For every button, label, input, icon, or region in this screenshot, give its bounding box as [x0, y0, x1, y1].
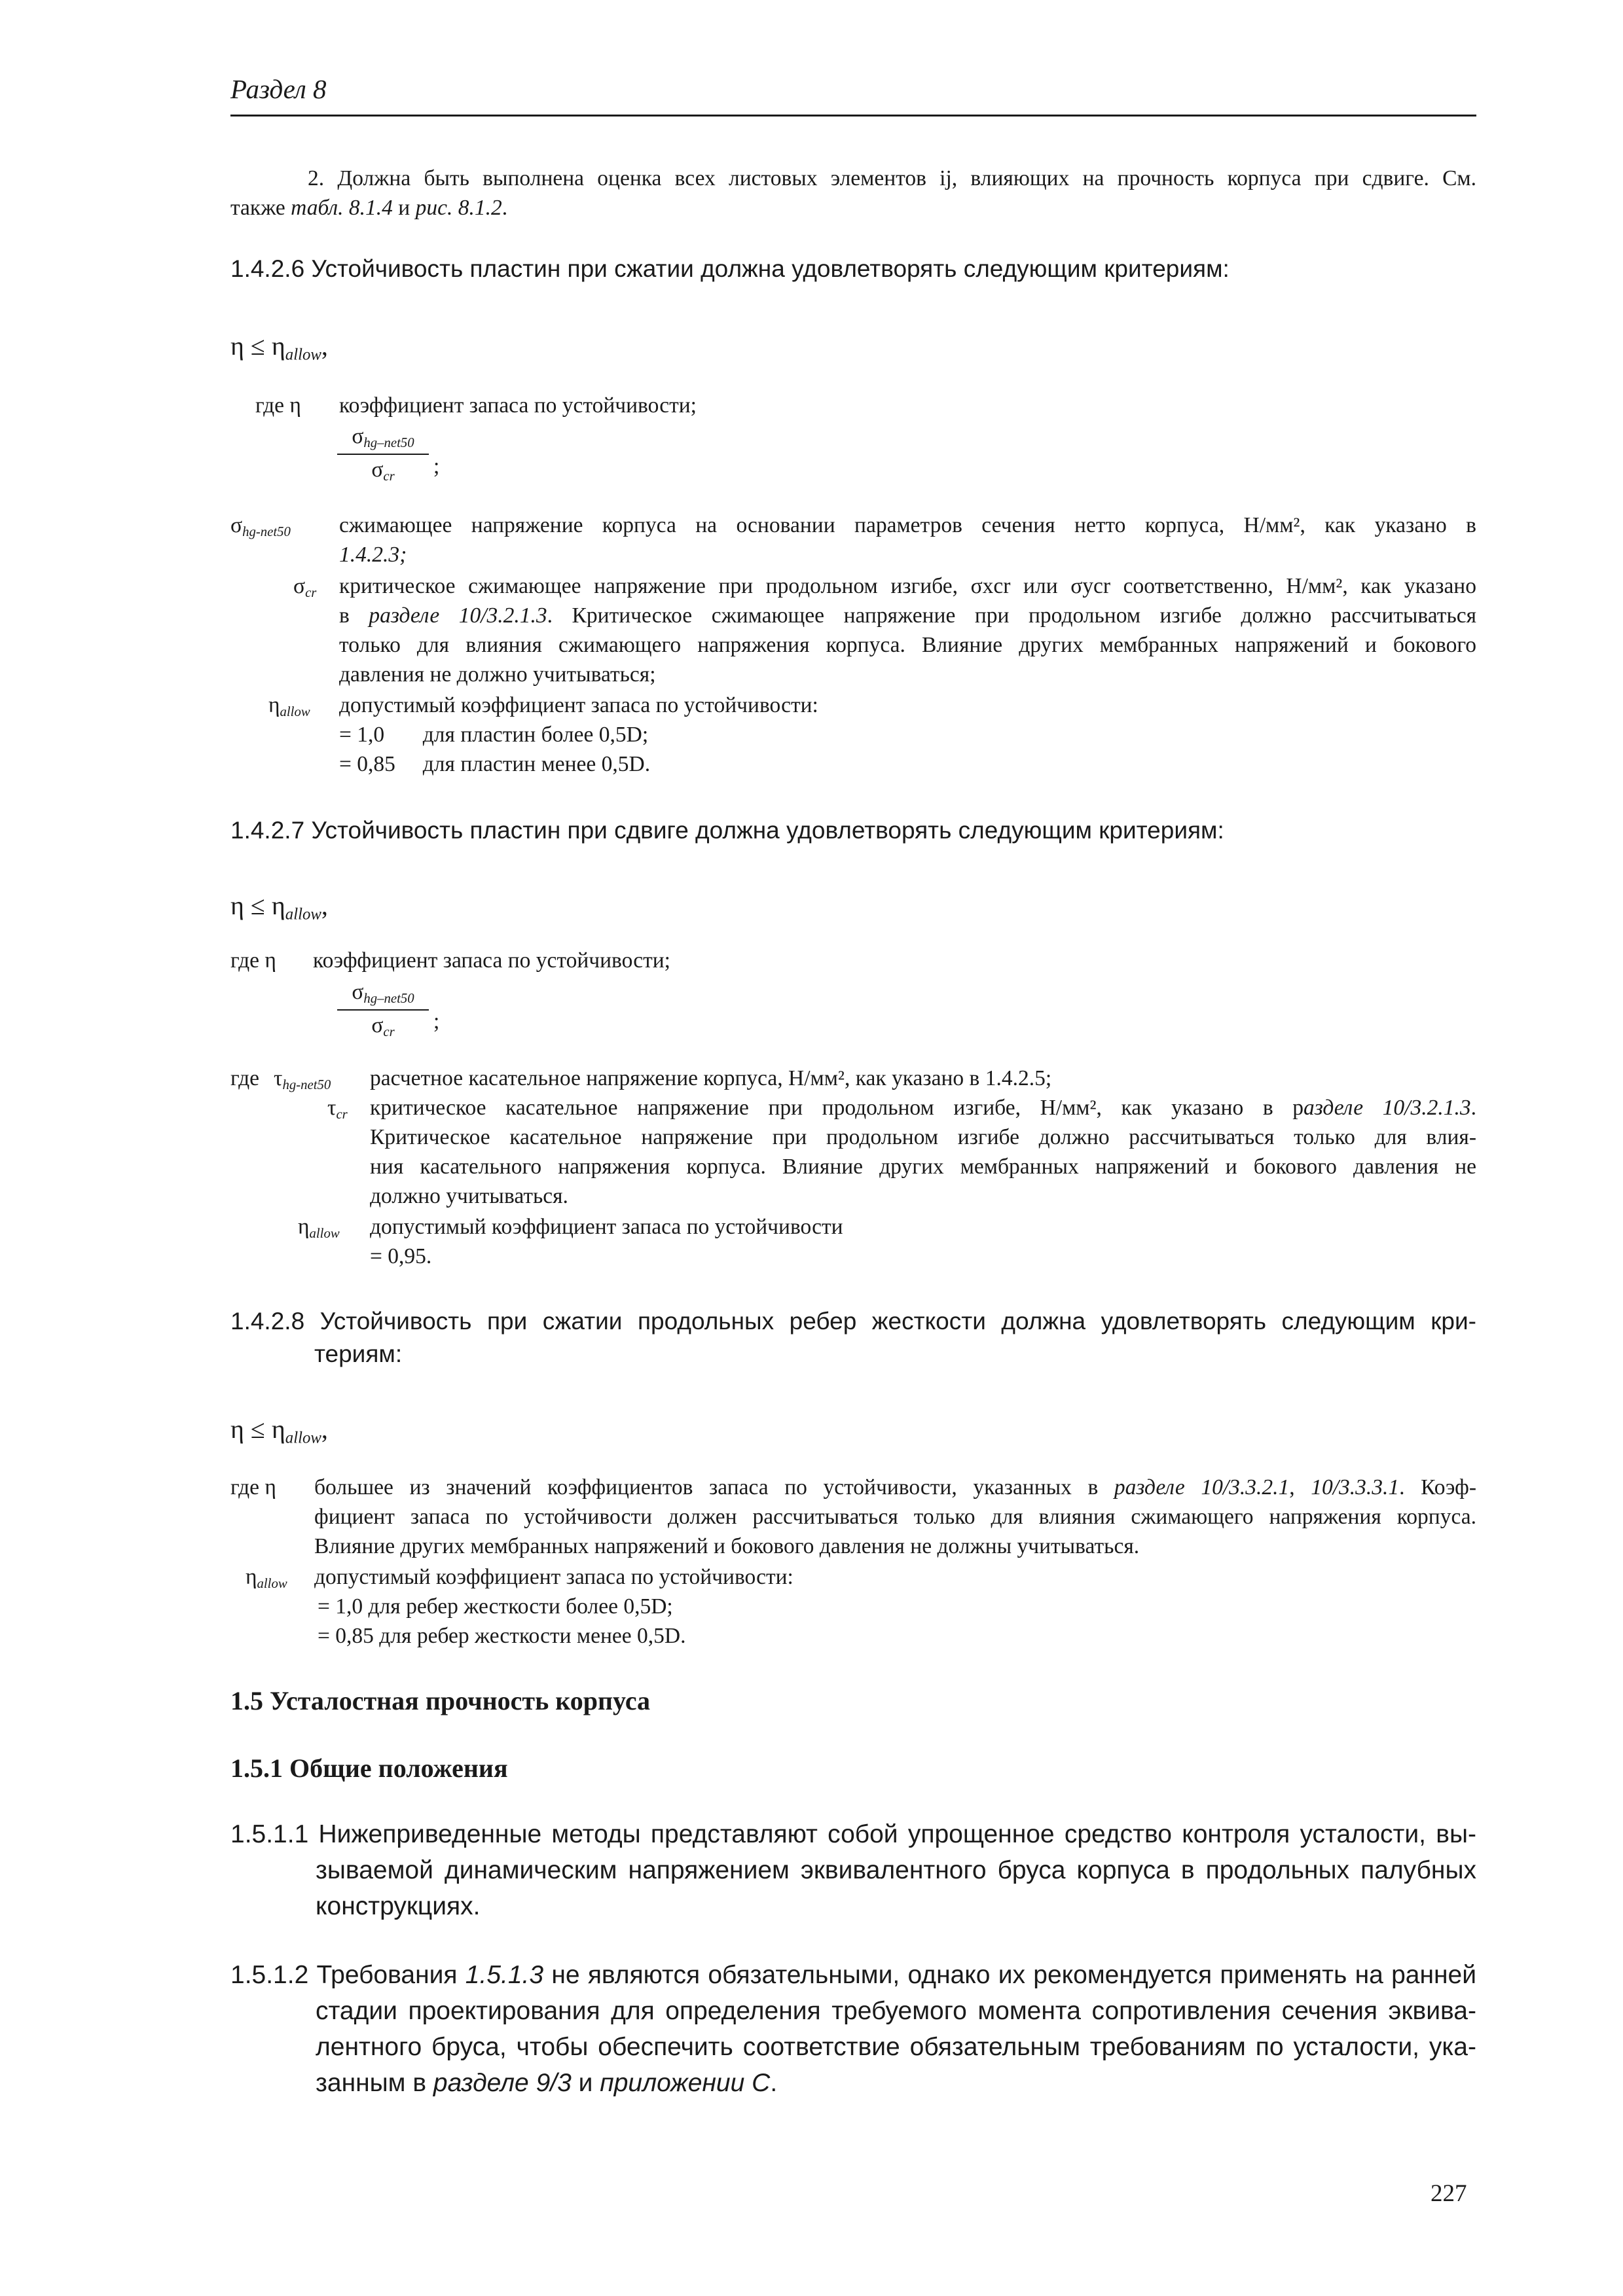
page-number: 227 [1431, 2180, 1467, 2207]
desc-tau-cr-4: должно учитываться. [370, 1184, 568, 1208]
symbol-eta-allow-1428: $\eta_{allow}$ [246, 1565, 287, 1592]
where-eta-1428: где η [230, 1475, 276, 1499]
para-1512-line-1: 1.5.1.2 Требования 1.5.1.3 не являются обязательными, однако их рекомендуется применять на ранней [230, 1961, 1476, 1989]
para-1512-line-2: стадии проектирования для определения требуемого момента сопротивления сечения эквива- [316, 1997, 1476, 2025]
heading-1428-line-2: териям: [314, 1340, 403, 1367]
heading-1428-line-1: 1.4.2.8 Устойчивость при сжатии продольных ребер жесткости должна удовлетворять следующим кри- [230, 1308, 1476, 1335]
formula-1428: $\eta \le \eta_{allow}$, [230, 1414, 328, 1447]
fraction-1426: $\sigma_{hg-net50}$ $\sigma_{cr}$ [337, 424, 429, 484]
symbol-eta-allow-1426: $\eta_{allow}$ [268, 693, 310, 720]
desc-sigma-cr-4: давления не должно учитываться; [339, 662, 656, 687]
fraction-1427: $\sigma_{hg-net50}$ $\sigma_{cr}$ [337, 980, 429, 1040]
desc-sigma-hg-1: сжимающее напряжение корпуса на основании параметров сечения нетто корпуса, Н/мм², как указано в [339, 513, 1476, 537]
section-header: Раздел 8 [230, 74, 327, 104]
symbol-eta-allow-1427: $\eta_{allow}$ [298, 1215, 340, 1242]
desc-eta-allow-1428-2: = 1,0 для ребер жесткости более 0,5D; [318, 1594, 673, 1619]
desc-eta-allow-1427-1: допустимый коэффициент запаса по устойчивости [370, 1215, 843, 1239]
note-line-1: 2. Должна быть выполнена оценка всех листовых элементов ij, влияющих на прочность корпуса при сдвиге. См. [308, 166, 1476, 190]
desc-tau-hg: расчетное касательное напряжение корпуса, Н/мм², как указано в 1.4.2.5; [370, 1066, 1052, 1090]
symbol-tau-cr: $\tau_{cr}$ [327, 1096, 348, 1122]
where-eta-1427: где η [230, 948, 276, 973]
desc-tau-cr-3: ния касательного напряжения корпуса. Влияние других мембранных напряжений и бокового давления не [370, 1155, 1476, 1179]
note-line-2: также табл. 8.1.4 и рис. 8.1.2. [230, 196, 508, 220]
desc-sigma-hg-2: 1.4.2.3; [339, 543, 407, 567]
formula-1426: $\eta \le \eta_{allow}$, [230, 331, 328, 364]
desc-eta-allow-1426-1: допустимый коэффициент запаса по устойчивости: [339, 693, 818, 717]
desc-eta-allow-1428-1: допустимый коэффициент запаса по устойчивости: [314, 1565, 793, 1589]
where-tau-1427: где [230, 1066, 259, 1090]
para-1511-line-3: конструкциях. [316, 1892, 481, 1920]
desc-eta-allow-1426-2: = 1,0 для пластин более 0,5D; [339, 723, 649, 747]
symbol-sigma-hg: $\sigma_{hg-net50}$ [230, 513, 291, 540]
heading-1427: 1.4.2.7 Устойчивость пластин при сдвиге должна удовлетворять следующим критериям: [230, 817, 1224, 844]
desc-eta-allow-1427-2: = 0,95. [370, 1244, 432, 1268]
para-1512-line-4: занным в разделе 9/3 и приложении С. [316, 2069, 778, 2097]
desc-sigma-cr-2: в разделе 10/3.2.1.3. Критическое сжимающее напряжение при продольном изгибе должно рассчитываться [339, 603, 1476, 628]
desc-sigma-cr-1: критическое сжимающее напряжение при продольном изгибе, σxcr или σycr соответственно, Н/мм², как указано [339, 574, 1476, 598]
header-rule [230, 115, 1476, 117]
desc-eta-allow-1428-3: = 0,85 для ребер жесткости менее 0,5D. [318, 1624, 686, 1648]
para-1511-line-1: 1.5.1.1 Нижеприведенные методы представляют собой упрощенное средство контроля усталости, вы- [230, 1820, 1476, 1848]
formula-1427: $\eta \le \eta_{allow}$, [230, 891, 328, 924]
heading-151: 1.5.1 Общие положения [230, 1753, 508, 1783]
desc-tau-cr-2: Критическое касательное напряжение при продольном изгибе должно рассчитываться только для влия- [370, 1125, 1476, 1149]
heading-15: 1.5 Усталостная прочность корпуса [230, 1686, 651, 1715]
desc-sigma-cr-3: только для влияния сжимающего напряжения корпуса. Влияние других мембранных напряжений и бокового [339, 633, 1476, 657]
desc-eta-1428-3: Влияние других мембранных напряжений и бокового давления не должны учитываться. [314, 1534, 1140, 1558]
where-eta-1426: где η [255, 393, 301, 418]
symbol-sigma-cr: $\sigma_{cr}$ [293, 574, 317, 601]
desc-eta-1428-2: фициент запаса по устойчивости должен рассчитываться только для влияния сжимающего напряжения корпуса. [314, 1505, 1476, 1529]
para-1512-line-3: лентного бруса, чтобы обеспечить соответствие обязательным требованиям по усталости, ука- [316, 2033, 1476, 2061]
para-1511-line-2: зываемой динамическим напряжением эквивалентного бруса корпуса в продольных палубных [316, 1856, 1476, 1884]
desc-eta-1428-1: большее из значений коэффициентов запаса по устойчивости, указанных в разделе 10/3.3.2.1, 10/3.3.3.1. Коэф- [314, 1475, 1476, 1499]
heading-1426: 1.4.2.6 Устойчивость пластин при сжатии должна удовлетворять следующим критериям: [230, 255, 1230, 282]
desc-eta-allow-1426-3: = 0,85 для пластин менее 0,5D. [339, 752, 651, 776]
symbol-tau-hg: $\tau_{hg-net50}$ [274, 1066, 331, 1093]
desc-tau-cr-1: критическое касательное напряжение при продольном изгибе, Н/мм², как указано в разделе 10/3.2.1.3. [370, 1096, 1476, 1120]
eta-desc-1427: коэффициент запаса по устойчивости; [313, 948, 670, 973]
eta-desc-1426: коэффициент запаса по устойчивости; [339, 393, 697, 418]
